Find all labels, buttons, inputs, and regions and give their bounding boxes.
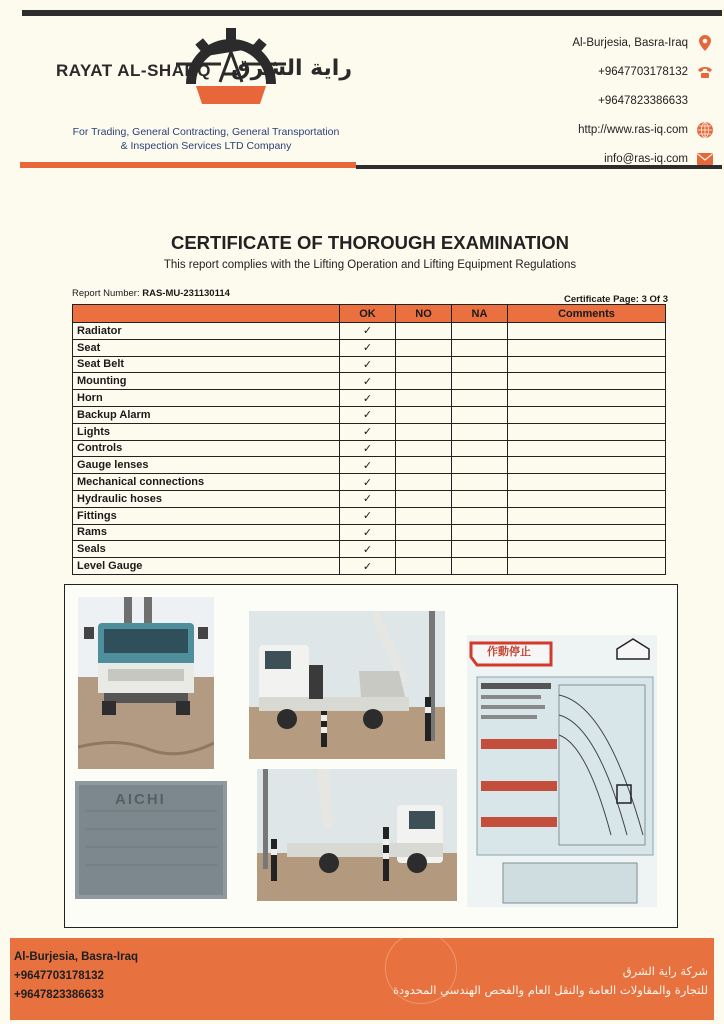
row-comments-cell bbox=[508, 406, 666, 423]
contact-phone-1-text: +9647703178132 bbox=[598, 65, 688, 78]
certificate-title: CERTIFICATE OF THOROUGH EXAMINATION bbox=[170, 232, 570, 253]
footer-phone-1: +9647703178132 bbox=[14, 970, 104, 982]
table-row bbox=[73, 323, 666, 340]
row-comments-cell bbox=[508, 490, 666, 507]
table-header-row bbox=[73, 305, 666, 323]
contact-website-text: http://www.ras-iq.com bbox=[578, 123, 688, 136]
row-comments-cell bbox=[508, 524, 666, 541]
truck-side-photo-2 bbox=[257, 769, 457, 901]
footer-address: Al-Burjesia, Basra-Iraq bbox=[14, 951, 138, 963]
inspection-checklist-table bbox=[72, 304, 666, 575]
row-na-cell bbox=[452, 524, 508, 541]
row-comments-cell bbox=[508, 440, 666, 457]
row-item-label: Level Gauge bbox=[73, 558, 340, 575]
row-ok-cell: ✓ bbox=[340, 507, 396, 524]
row-item-label: Hydraulic hoses bbox=[73, 490, 340, 507]
row-item-label: Mounting bbox=[73, 373, 340, 390]
header-separator-orange bbox=[20, 162, 356, 168]
row-no-cell bbox=[396, 474, 452, 491]
row-item-label: Lights bbox=[73, 423, 340, 440]
table-row bbox=[73, 558, 666, 575]
nameplate-text: AICHI bbox=[115, 791, 166, 808]
row-na-cell bbox=[452, 423, 508, 440]
row-no-cell bbox=[396, 406, 452, 423]
report-number bbox=[72, 288, 230, 299]
nameplate-photo bbox=[75, 781, 227, 899]
contact-list bbox=[474, 28, 714, 173]
row-ok-cell: ✓ bbox=[340, 440, 396, 457]
row-item-label: Seat bbox=[73, 339, 340, 356]
row-na-cell bbox=[452, 356, 508, 373]
row-comments-cell bbox=[508, 507, 666, 524]
row-comments-cell bbox=[508, 323, 666, 340]
row-comments-cell bbox=[508, 474, 666, 491]
row-comments-cell bbox=[508, 558, 666, 575]
header-na: NA bbox=[452, 305, 508, 323]
header-ok: OK bbox=[340, 305, 396, 323]
footer-bar bbox=[10, 938, 714, 1020]
warning-sign-text: 作動停止 bbox=[487, 645, 531, 658]
row-no-cell bbox=[396, 457, 452, 474]
footer-ar-line-1: شركة راية الشرق bbox=[622, 964, 708, 978]
contact-phone-1 bbox=[474, 57, 714, 86]
row-ok-cell: ✓ bbox=[340, 457, 396, 474]
footer-arabic-company bbox=[308, 962, 708, 1000]
row-na-cell bbox=[452, 490, 508, 507]
globe-icon bbox=[696, 122, 714, 138]
row-ok-cell: ✓ bbox=[340, 406, 396, 423]
company-logo bbox=[56, 24, 356, 114]
row-item-label: Gauge lenses bbox=[73, 457, 340, 474]
row-item-label: Rams bbox=[73, 524, 340, 541]
row-no-cell bbox=[396, 541, 452, 558]
row-ok-cell: ✓ bbox=[340, 339, 396, 356]
table-row bbox=[73, 474, 666, 491]
row-ok-cell: ✓ bbox=[340, 541, 396, 558]
row-ok-cell: ✓ bbox=[340, 490, 396, 507]
table-row bbox=[73, 507, 666, 524]
header-item bbox=[73, 305, 340, 323]
table-row bbox=[73, 423, 666, 440]
row-ok-cell: ✓ bbox=[340, 323, 396, 340]
contact-phone-2 bbox=[474, 86, 714, 115]
location-pin-icon bbox=[696, 35, 714, 51]
load-chart-photo bbox=[467, 635, 657, 907]
contact-email-text: info@ras-iq.com bbox=[604, 152, 688, 165]
table-row bbox=[73, 390, 666, 407]
row-ok-cell: ✓ bbox=[340, 524, 396, 541]
row-ok-cell: ✓ bbox=[340, 356, 396, 373]
report-number-value: RAS-MU-231130114 bbox=[142, 288, 230, 299]
row-no-cell bbox=[396, 373, 452, 390]
row-no-cell bbox=[396, 323, 452, 340]
table-row bbox=[73, 406, 666, 423]
contact-address-text: Al-Burjesia, Basra-Iraq bbox=[572, 36, 688, 49]
certificate-subtitle: This report complies with the Lifting Operation and Lifting Equipment Regulations bbox=[163, 259, 577, 271]
row-na-cell bbox=[452, 390, 508, 407]
row-na-cell bbox=[452, 440, 508, 457]
row-na-cell bbox=[452, 323, 508, 340]
row-ok-cell: ✓ bbox=[340, 474, 396, 491]
row-item-label: Seat Belt bbox=[73, 356, 340, 373]
table-row bbox=[73, 541, 666, 558]
table-row bbox=[73, 457, 666, 474]
table-row bbox=[73, 339, 666, 356]
row-item-label: Controls bbox=[73, 440, 340, 457]
contact-phone-2-text: +9647823386633 bbox=[598, 94, 688, 107]
row-ok-cell: ✓ bbox=[340, 373, 396, 390]
row-no-cell bbox=[396, 507, 452, 524]
row-na-cell bbox=[452, 339, 508, 356]
logo-text-arabic: راية الشرق bbox=[230, 56, 352, 81]
table-row bbox=[73, 524, 666, 541]
company-description bbox=[56, 125, 356, 153]
row-ok-cell: ✓ bbox=[340, 423, 396, 440]
row-na-cell bbox=[452, 507, 508, 524]
company-line-1: For Trading, General Contracting, General Transportation bbox=[72, 126, 340, 138]
footer-contacts bbox=[14, 948, 138, 1005]
contact-website bbox=[474, 115, 714, 144]
row-na-cell bbox=[452, 406, 508, 423]
row-no-cell bbox=[396, 356, 452, 373]
table-row bbox=[73, 490, 666, 507]
row-item-label: Seals bbox=[73, 541, 340, 558]
row-no-cell bbox=[396, 423, 452, 440]
row-ok-cell: ✓ bbox=[340, 558, 396, 575]
row-comments-cell bbox=[508, 390, 666, 407]
row-no-cell bbox=[396, 339, 452, 356]
report-number-label: Report Number: bbox=[72, 288, 140, 299]
row-item-label: Fittings bbox=[73, 507, 340, 524]
row-na-cell bbox=[452, 541, 508, 558]
row-ok-cell: ✓ bbox=[340, 390, 396, 407]
row-na-cell bbox=[452, 457, 508, 474]
row-no-cell bbox=[396, 440, 452, 457]
row-no-cell bbox=[396, 524, 452, 541]
row-na-cell bbox=[452, 474, 508, 491]
row-item-label: Backup Alarm bbox=[73, 406, 340, 423]
table-row bbox=[73, 373, 666, 390]
contact-address bbox=[474, 28, 714, 57]
row-item-label: Horn bbox=[73, 390, 340, 407]
row-comments-cell bbox=[508, 339, 666, 356]
header-comments: Comments bbox=[508, 305, 666, 323]
header-top-bar bbox=[22, 10, 722, 16]
truck-side-photo-1 bbox=[249, 611, 445, 759]
footer-phone-2: +9647823386633 bbox=[14, 989, 104, 1001]
row-no-cell bbox=[396, 490, 452, 507]
row-comments-cell bbox=[508, 423, 666, 440]
row-comments-cell bbox=[508, 356, 666, 373]
certificate-page-value: 3 Of 3 bbox=[641, 294, 668, 305]
row-comments-cell bbox=[508, 457, 666, 474]
row-no-cell bbox=[396, 558, 452, 575]
row-item-label: Radiator bbox=[73, 323, 340, 340]
row-no-cell bbox=[396, 390, 452, 407]
company-line-2: & Inspection Services LTD Company bbox=[120, 140, 292, 152]
certificate-page-label: Certificate Page: bbox=[563, 294, 639, 305]
row-item-label: Mechanical connections bbox=[73, 474, 340, 491]
row-na-cell bbox=[452, 558, 508, 575]
logo-text-english: RAYAT AL-SHARQ bbox=[56, 61, 211, 80]
truck-front-photo bbox=[78, 597, 214, 769]
header-no: NO bbox=[396, 305, 452, 323]
header-separator-dark bbox=[356, 165, 722, 169]
footer-ar-line-2: للتجارة والمقاولات العامة والنقل العام والفحص الهندسي المحدودة bbox=[392, 983, 708, 997]
mail-icon bbox=[696, 153, 714, 165]
table-row bbox=[73, 356, 666, 373]
row-comments-cell bbox=[508, 373, 666, 390]
row-comments-cell bbox=[508, 541, 666, 558]
table-row bbox=[73, 440, 666, 457]
phone-icon bbox=[696, 66, 714, 78]
row-na-cell bbox=[452, 373, 508, 390]
photo-panel bbox=[64, 584, 678, 928]
